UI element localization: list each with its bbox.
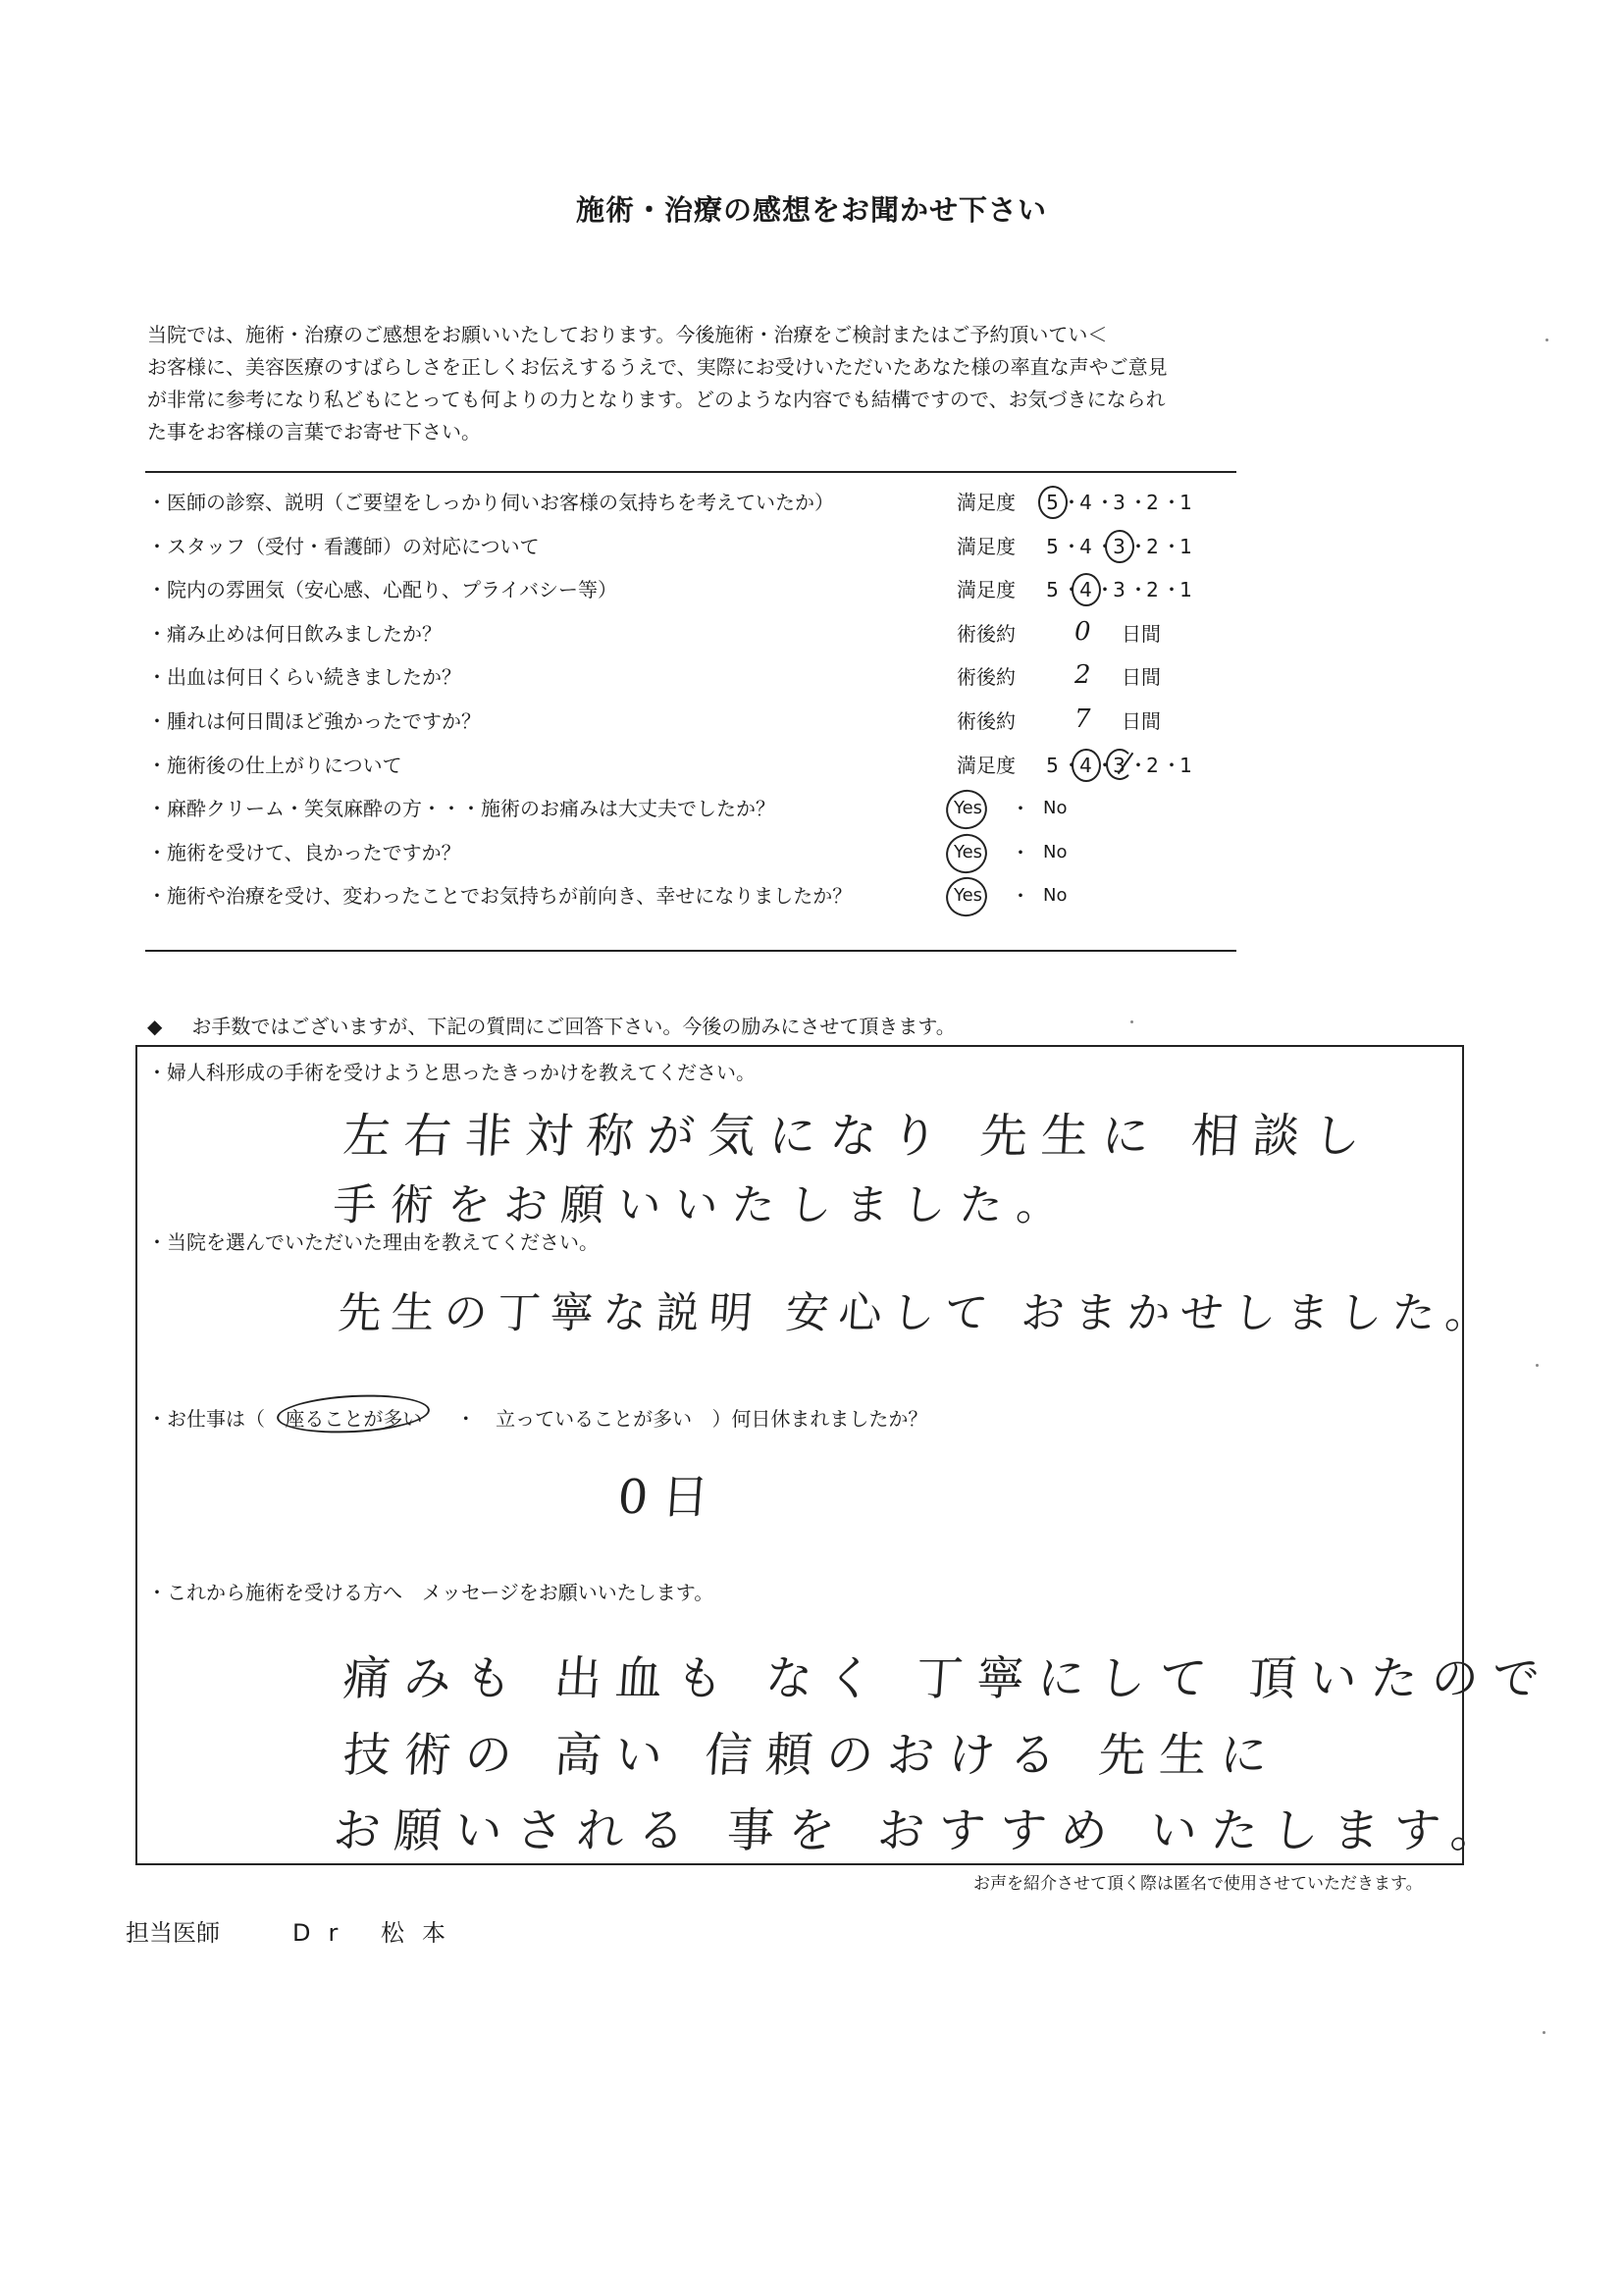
rating-separator: ・ bbox=[1162, 578, 1182, 601]
rating-option-3[interactable]: 3 bbox=[1111, 751, 1128, 780]
survey-question-label: ・院内の雰囲気（安心感、心配り、プライバシー等） bbox=[147, 578, 617, 601]
rating-option-4[interactable]: 4 bbox=[1079, 535, 1093, 558]
rating-option-1[interactable]: 1 bbox=[1179, 578, 1193, 601]
question-reason-prompt: ・婦人科形成の手術を受けようと思ったきっかけを教えてください。 bbox=[147, 1061, 756, 1084]
survey-row bbox=[147, 751, 1246, 780]
doctor-name: Dr 松本 bbox=[292, 1919, 463, 1947]
rating-separator: ・ bbox=[1162, 491, 1182, 514]
work-option-separator: ・ bbox=[455, 1407, 476, 1431]
survey-metric-label: 満足度 bbox=[957, 578, 1016, 601]
question-message-prompt: ・これから施術を受ける方へ メッセージをお願いいたします。 bbox=[147, 1581, 714, 1604]
survey-row bbox=[147, 619, 1246, 649]
survey-row bbox=[147, 575, 1246, 604]
yes-no-separator: ・ bbox=[1011, 841, 1030, 864]
yes-option-label: Yes bbox=[954, 842, 983, 862]
yes-option-label: Yes bbox=[954, 885, 983, 906]
rating-option-5[interactable]: 5 bbox=[1044, 488, 1062, 517]
question-work-prompt bbox=[147, 1403, 927, 1432]
rating-separator: ・ bbox=[1062, 491, 1082, 514]
doctor-line bbox=[126, 1913, 463, 1948]
survey-question-label: ・麻酔クリーム・笑気麻酔の方・・・施術のお痛みは大丈夫でしたか？ bbox=[147, 797, 775, 820]
notice-line bbox=[147, 1011, 956, 1039]
survey-metric-label: 術後約 bbox=[957, 622, 1016, 646]
yes-option[interactable] bbox=[954, 794, 982, 823]
rating-option-5[interactable]: 5 bbox=[1046, 535, 1060, 558]
selected-circle-mark bbox=[941, 784, 992, 834]
answer-choice-line-1[interactable]: 先生の丁寧な説明 安心して おまかせしました。 bbox=[336, 1288, 1500, 1338]
rating-option-2[interactable]: 2 bbox=[1146, 578, 1160, 601]
survey-question-label: ・施術や治療を受け、変わったことでお気持ちが前向き、幸せになりましたか？ bbox=[147, 884, 853, 908]
answer-reason-line-1[interactable]: 左右非対称が気になり 先生に 相談し bbox=[340, 1109, 1377, 1164]
rating-option-5[interactable]: 5 bbox=[1046, 578, 1060, 601]
yes-no-separator: ・ bbox=[1011, 884, 1030, 908]
rating-separator: ・ bbox=[1095, 754, 1116, 777]
survey-metric-label: 満足度 bbox=[957, 535, 1016, 558]
selected-circle-mark bbox=[941, 871, 992, 921]
form-title: 施術・治療の感想をお聞かせ下さい bbox=[575, 193, 1047, 227]
answer-reason-line-2[interactable]: 手術をお願いいたしました。 bbox=[331, 1180, 1075, 1230]
yes-option[interactable] bbox=[954, 838, 982, 867]
work-option-standing[interactable]: 立っていることが多い bbox=[496, 1407, 693, 1431]
doctor-label: 担当医師 bbox=[126, 1919, 220, 1947]
scan-speck bbox=[1130, 1020, 1133, 1023]
survey-row bbox=[147, 706, 1246, 736]
selected-circle-mark bbox=[1038, 486, 1068, 519]
rating-option-1[interactable]: 1 bbox=[1179, 535, 1193, 558]
handwritten-days-value[interactable]: 7 bbox=[1074, 704, 1091, 734]
rating-scale bbox=[1044, 751, 1195, 780]
answer-message-line-2[interactable]: 技術の 高い 信頼のおける 先生に bbox=[340, 1728, 1283, 1783]
rating-option-3[interactable]: 3 bbox=[1113, 491, 1126, 514]
survey-question-label: ・痛み止めは何日飲みましたか？ bbox=[147, 622, 442, 646]
work-prompt-start: ・お仕事は（ bbox=[147, 1407, 265, 1431]
rating-separator: ・ bbox=[1128, 535, 1149, 558]
intro-paragraph: 当院では、施術・治療のご感想をお願いいたしております。今後施術・治療をご検討またはご予約頂いてい＜ お客様に、美容医療のすばらしさを正しくお伝えするうえで、実際にお受けいただいたあなた様の率直な声やご意見 が非常に参考になり私どもにとっても何よりの力となります。どのような内容でも結構ですので、お気づきになられ た事をお客様の言葉でお寄せ下さい。 bbox=[147, 323, 1168, 444]
top-divider bbox=[145, 471, 1236, 473]
handwritten-days-value[interactable]: 0 bbox=[1074, 617, 1091, 647]
rating-scale bbox=[1044, 488, 1195, 517]
rating-separator: ・ bbox=[1062, 754, 1082, 777]
survey-row bbox=[147, 838, 1246, 867]
rating-option-4[interactable]: 4 bbox=[1077, 575, 1095, 604]
notice-text: お手数ではございますが、下記の質問にご回答下さい。今後の励みにさせて頂きます。 bbox=[191, 1015, 956, 1038]
survey-metric-label: 満足度 bbox=[957, 491, 1016, 514]
rating-separator: ・ bbox=[1162, 535, 1182, 558]
rating-separator: ・ bbox=[1128, 578, 1149, 601]
handwritten-days-value[interactable]: 2 bbox=[1074, 660, 1091, 690]
no-option[interactable]: No bbox=[1043, 798, 1068, 818]
crossed-out-mark bbox=[1106, 749, 1133, 780]
survey-question-label: ・施術後の仕上がりについて bbox=[147, 754, 402, 777]
rating-separator: ・ bbox=[1128, 491, 1149, 514]
scan-speck bbox=[1536, 1364, 1539, 1367]
survey-row bbox=[147, 532, 1246, 561]
rating-separator: ・ bbox=[1095, 491, 1116, 514]
days-unit-label: 日間 bbox=[1122, 665, 1161, 689]
survey-question-label: ・腫れは何日間ほど強かったですか？ bbox=[147, 709, 481, 733]
survey-metric-label: 術後約 bbox=[957, 709, 1016, 733]
rating-scale bbox=[1044, 532, 1195, 561]
rating-option-4[interactable]: 4 bbox=[1077, 751, 1095, 780]
rating-option-4[interactable]: 4 bbox=[1079, 491, 1093, 514]
work-option-sitting-label: 座ることが多い bbox=[285, 1407, 423, 1431]
answer-message-line-1[interactable]: 痛みも 出血も なく 丁寧にして 頂いたので bbox=[340, 1651, 1555, 1706]
survey-question-label: ・スタッフ（受付・看護師）の対応について bbox=[147, 535, 540, 558]
survey-row bbox=[147, 881, 1246, 911]
diamond-icon: ◆ bbox=[147, 1015, 163, 1038]
rating-option-5[interactable]: 5 bbox=[1046, 754, 1060, 777]
rating-option-3[interactable]: 3 bbox=[1111, 532, 1128, 561]
rating-separator: ・ bbox=[1062, 535, 1082, 558]
scan-speck bbox=[1543, 2031, 1545, 2034]
rating-separator: ・ bbox=[1095, 578, 1116, 601]
survey-row bbox=[147, 662, 1246, 692]
rating-separator: ・ bbox=[1128, 754, 1149, 777]
work-prompt-end: ）何日休まれましたか？ bbox=[711, 1407, 928, 1431]
selected-circle-mark bbox=[1072, 749, 1101, 782]
selected-circle-mark bbox=[941, 828, 992, 878]
rating-separator: ・ bbox=[1062, 578, 1082, 601]
answer-message-line-3[interactable]: お願いされる 事を おすすめ いたします。 bbox=[331, 1803, 1514, 1858]
rating-option-2[interactable]: 2 bbox=[1146, 535, 1160, 558]
rating-separator: ・ bbox=[1162, 754, 1182, 777]
yes-option[interactable] bbox=[954, 881, 982, 911]
rating-option-3[interactable]: 3 bbox=[1113, 578, 1126, 601]
selected-circle-mark bbox=[1105, 530, 1134, 563]
rating-separator: ・ bbox=[1095, 535, 1116, 558]
yes-option-label: Yes bbox=[954, 798, 983, 818]
survey-question-label: ・医師の診察、説明（ご要望をしっかり伺いお客様の気持ちを考えていたか） bbox=[147, 491, 834, 514]
answer-box bbox=[135, 1045, 1555, 1865]
rating-option-2[interactable]: 2 bbox=[1146, 754, 1160, 777]
rating-scale bbox=[1044, 575, 1195, 604]
survey-row bbox=[147, 488, 1246, 517]
bottom-divider bbox=[145, 950, 1236, 952]
survey-question-label: ・施術を受けて、良かったですか？ bbox=[147, 841, 461, 864]
yes-no-separator: ・ bbox=[1011, 797, 1030, 820]
rating-option-1[interactable]: 1 bbox=[1179, 754, 1193, 777]
survey-question-label: ・出血は何日くらい続きましたか？ bbox=[147, 665, 461, 689]
days-unit-label: 日間 bbox=[1122, 622, 1161, 646]
answer-days-off[interactable]: 0日 bbox=[615, 1470, 725, 1525]
days-unit-label: 日間 bbox=[1122, 709, 1161, 733]
rating-option-1[interactable]: 1 bbox=[1179, 491, 1193, 514]
survey-metric-label: 満足度 bbox=[957, 754, 1016, 777]
question-choice-prompt: ・当院を選んでいただいた理由を教えてください。 bbox=[147, 1230, 599, 1254]
no-option[interactable]: No bbox=[1043, 842, 1068, 862]
selected-circle-mark bbox=[1072, 573, 1101, 606]
rating-option-2[interactable]: 2 bbox=[1146, 491, 1160, 514]
scan-speck bbox=[1545, 339, 1548, 341]
survey-row bbox=[147, 794, 1246, 823]
survey-metric-label: 術後約 bbox=[957, 665, 1016, 689]
work-option-sitting[interactable] bbox=[285, 1403, 422, 1432]
no-option[interactable]: No bbox=[1043, 885, 1068, 906]
anonymity-note: お声を紹介させて頂く際は匿名で使用させていただきます。 bbox=[973, 1874, 1423, 1894]
